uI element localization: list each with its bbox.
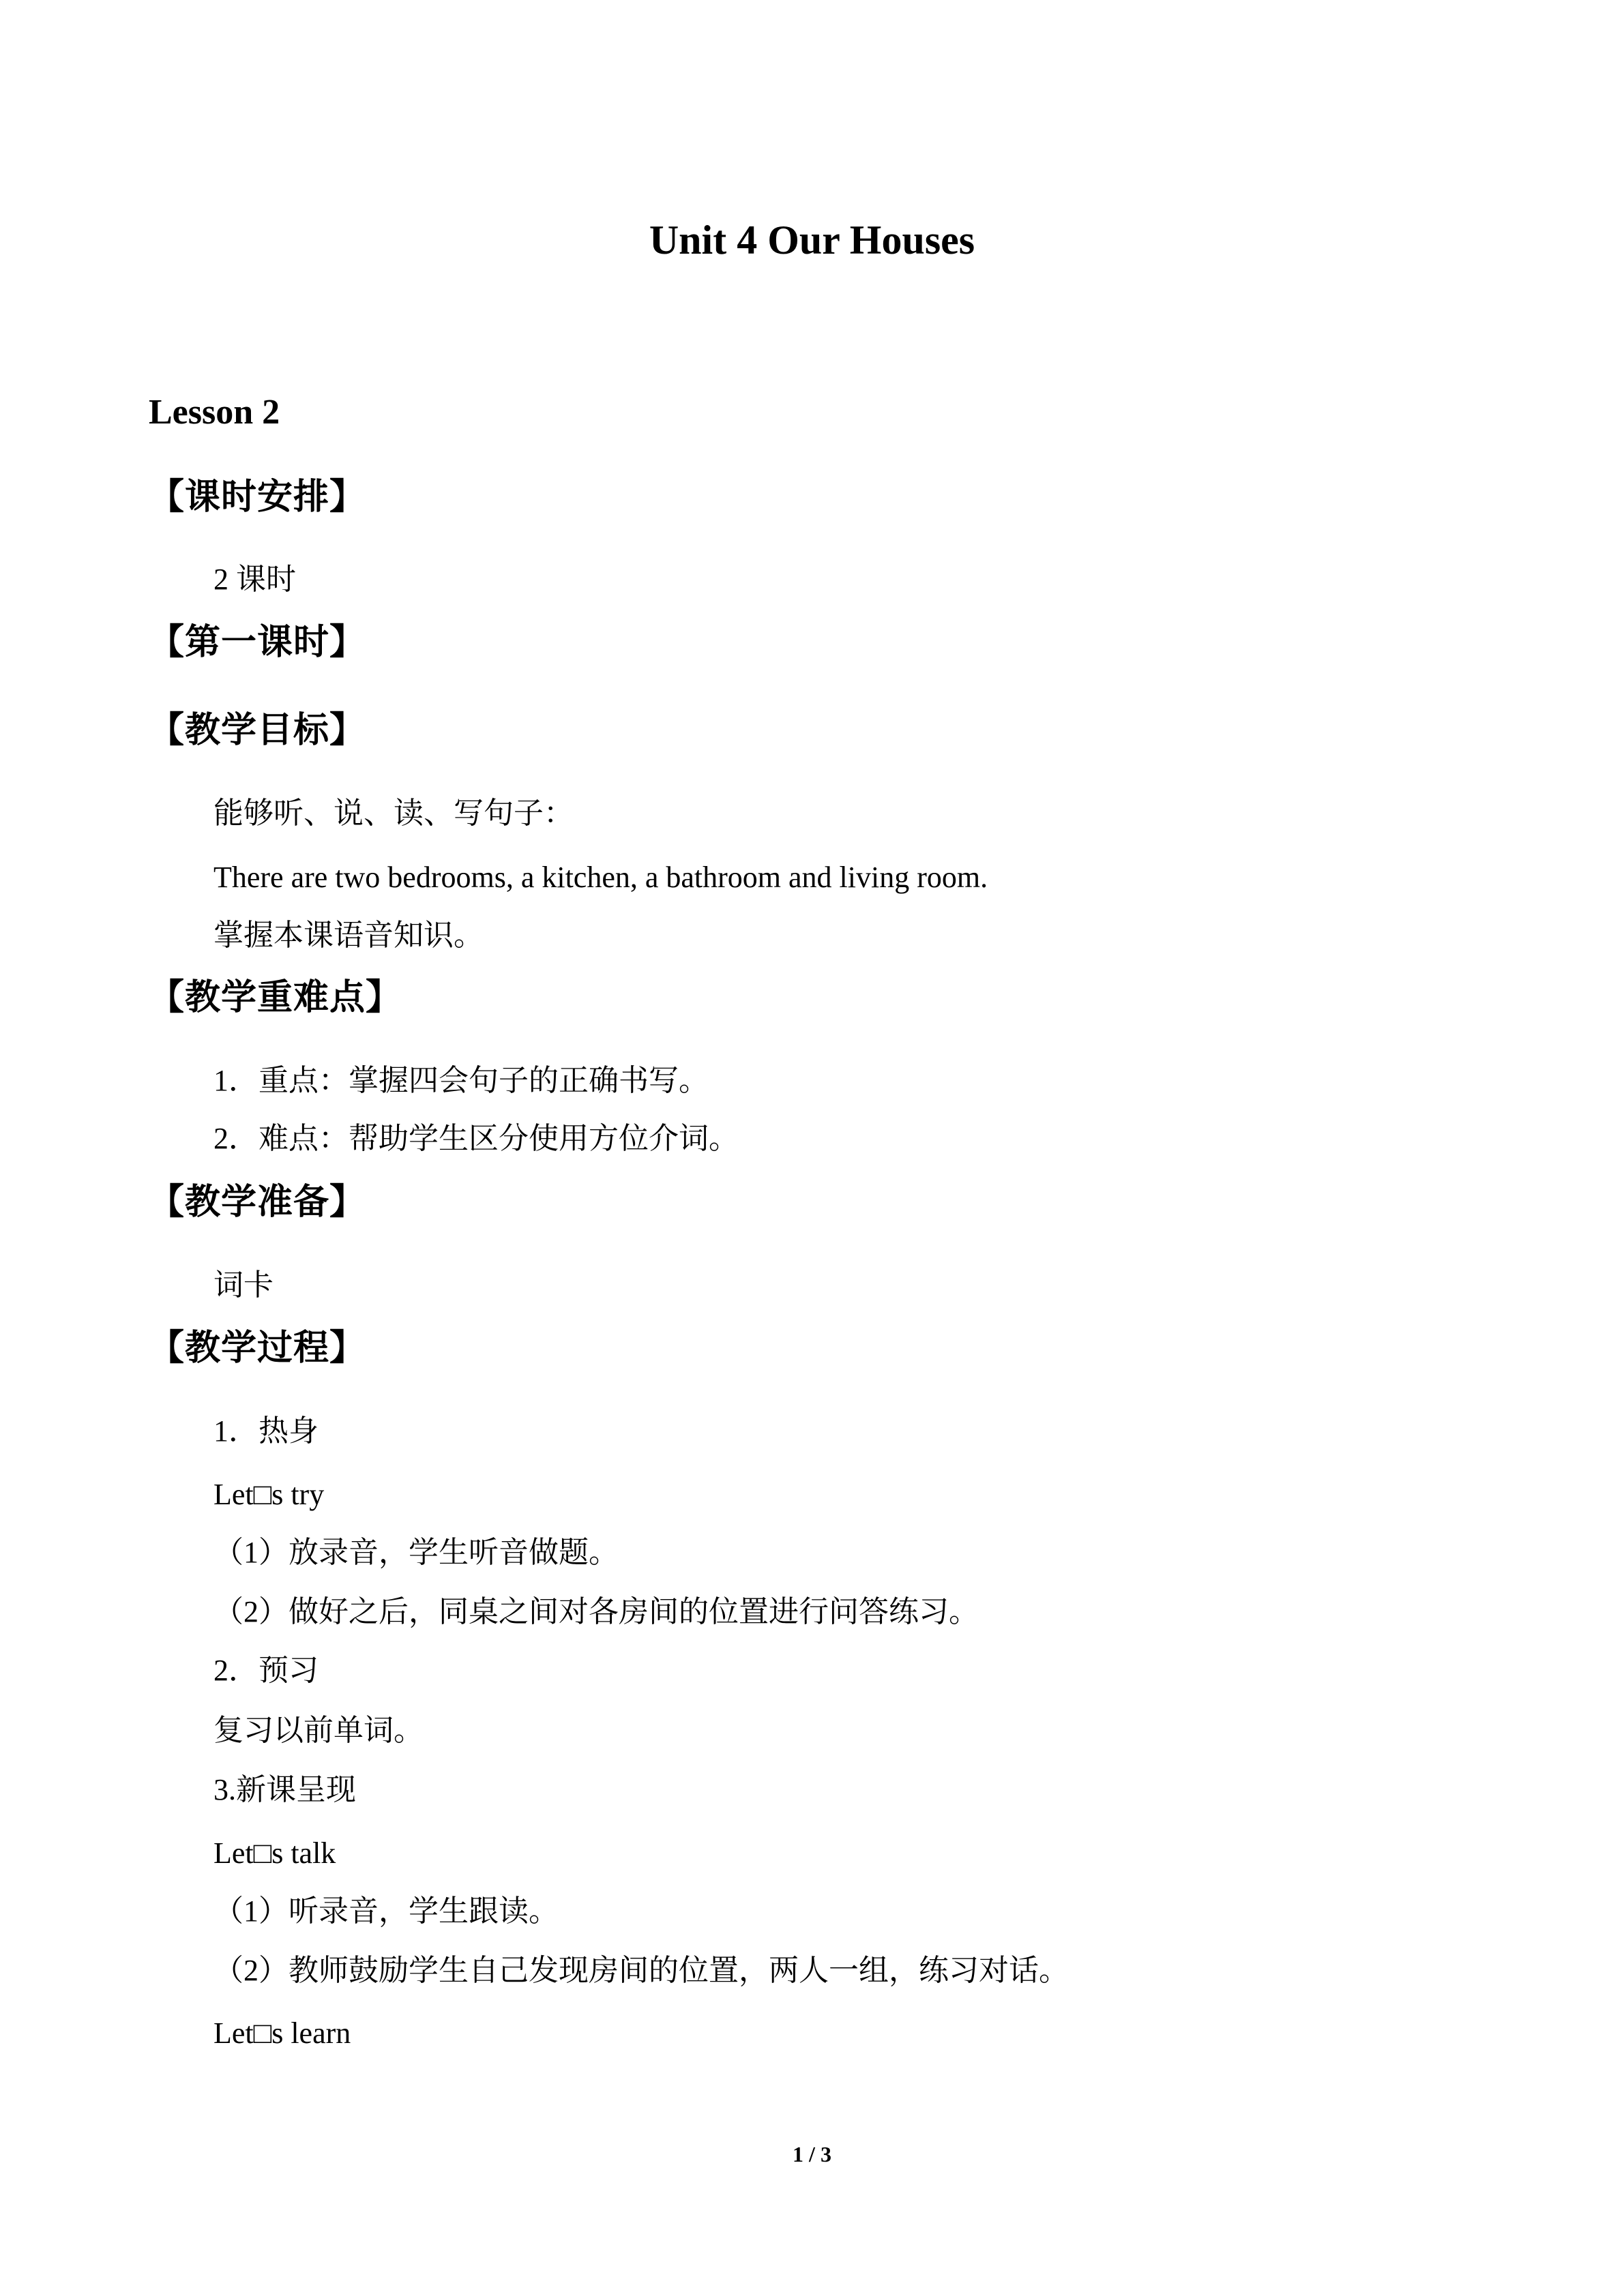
preparation-text: 词卡: [213, 1268, 274, 1302]
heading-keypoints: 【教学重难点】: [149, 979, 402, 1017]
heading-schedule: 【课时安排】: [149, 478, 366, 517]
heading-first-period: 【第一课时】: [149, 623, 366, 662]
process-line: （1）放录音，学生听音做题。: [213, 1536, 619, 1569]
process-line: （2）教师鼓励学生自己发现房间的位置，两人一组，练习对话。: [213, 1954, 1069, 1987]
document-title: Unit 4 Our Houses: [649, 218, 975, 263]
process-line: 3.新课呈现: [213, 1773, 356, 1806]
process-line: Let□s learn: [213, 2016, 351, 2050]
process-line: （1）听录音，学生跟读。: [213, 1894, 559, 1928]
keypoint-line: 1．重点：掌握四会句子的正确书写。: [213, 1064, 709, 1097]
heading-objectives: 【教学目标】: [149, 711, 366, 750]
process-line: （2）做好之后，同桌之间对各房间的位置进行问答练习。: [213, 1595, 979, 1628]
process-line: 复习以前单词。: [213, 1714, 424, 1747]
objective-line: 能够听、说、读、写句子：: [213, 796, 574, 830]
process-line: Let□s talk: [213, 1836, 336, 1870]
process-line: 2．预习: [213, 1654, 319, 1687]
objective-line: 掌握本课语音知识。: [213, 919, 484, 952]
schedule-text: 2 课时: [213, 563, 296, 596]
process-line: Let□s try: [213, 1478, 325, 1511]
page-number: 1 / 3: [793, 2142, 831, 2166]
heading-process: 【教学过程】: [149, 1329, 366, 1368]
objective-line: There are two bedrooms, a kitchen, a bathroom and living room.: [213, 861, 988, 894]
lesson-label: Lesson 2: [149, 393, 280, 432]
heading-preparation: 【教学准备】: [149, 1183, 366, 1222]
process-line: 1．热身: [213, 1414, 319, 1448]
keypoint-line: 2．难点：帮助学生区分使用方位介词。: [213, 1122, 739, 1155]
